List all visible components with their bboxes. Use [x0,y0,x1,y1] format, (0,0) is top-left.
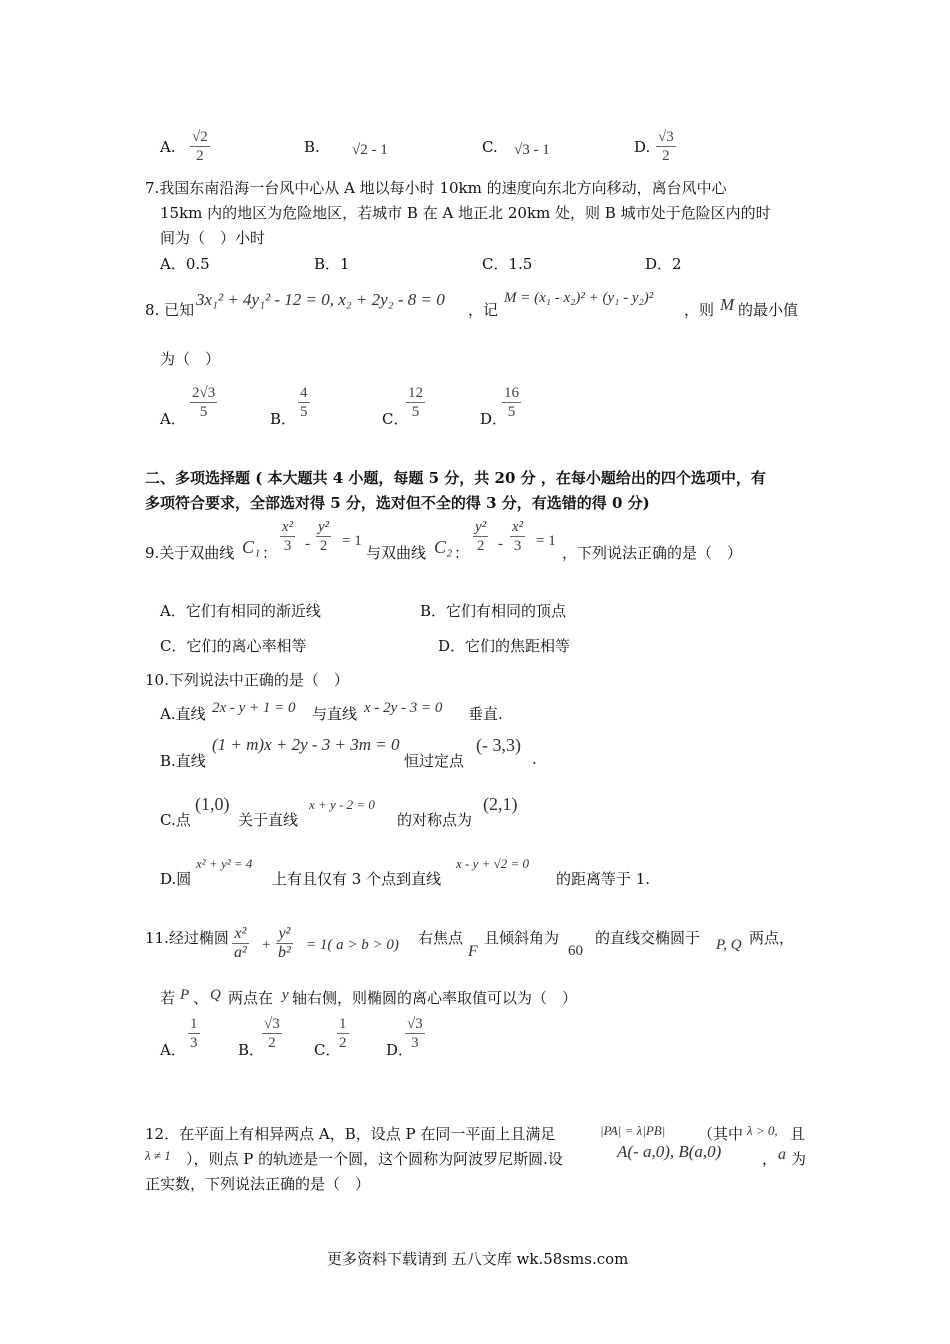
q10-a-equation-2: x - 2y - 3 = 0 [364,700,443,716]
q12-line1: 12．在平面上有相异两点 A，B，设点 P 在同一平面上且满足 [145,1125,556,1143]
q12-line1-end: 且 [790,1125,806,1143]
q6-option-d-label: D. [634,138,651,156]
q9-f2-numerator: y² [318,519,330,535]
q12-points: A(- a,0), B(a,0) [617,1142,722,1161]
q9-option-b: B．它们有相同的顶点 [420,602,567,620]
q10-d-equation: x² + y² = 4 [196,856,253,871]
q11-plus: + [262,937,271,953]
q6-option-a-fraction [190,128,210,165]
q7-stem-line1: 7.我国东南沿海一台风中心从 A 地以每小时 10km 的速度向东北方向移动，离台风中心 [145,179,727,197]
q10-c-prefix: C.点 [160,811,191,829]
q11-b-denominator: 2 [268,1035,276,1051]
q8-equation-1: 3x₁² + 4y₁² - 12 = 0, x₂ + 2y₂ - 8 = 0 [196,290,445,309]
q11-p-symbol: P [180,987,190,1003]
q9-suffix: ，下列说法正确的是（ ） [562,544,743,562]
q12-comma: ， [762,1150,778,1168]
q9-fraction-4 [510,518,525,555]
q8-a-denominator: 5 [199,404,208,420]
q8-a-numerator: 2√3 [192,385,216,401]
q11-suffix: 两点， [749,929,795,947]
q6-option-d-fraction [656,128,676,165]
q8-option-c-fraction [406,384,425,421]
q9-equals-1: = 1 [342,533,362,549]
q9-c1-symbol: C₁ [242,537,261,557]
q10-c-equation: x + y - 2 = 0 [309,797,375,812]
q11-line2-prefix: 若 [160,989,176,1007]
q12-line2-suffix: 为 [791,1150,807,1168]
q10-d-suffix: 的距离等于 1. [556,870,651,888]
q6-option-c-label: C. [482,138,498,156]
q11-f2-denominator: b² [278,944,291,961]
q8-suffix-1: ，则 [684,301,715,319]
q8-b-numerator: 4 [300,385,308,401]
q11-mid-1: 右焦点 [418,929,464,947]
q8-equation-2: M = (x₁ - x₂)² + (y₁ - y₂)² [504,290,654,306]
q11-option-c-label: C． [314,1041,341,1059]
q10-b-suffix: . [532,750,537,768]
q11-f2-numerator: y² [276,925,293,944]
q10-b-prefix: B.直线 [160,752,206,770]
q10-b-point: (- 3,3) [476,735,521,755]
q11-c-denominator: 2 [339,1035,347,1051]
q6-option-a-label: A. [160,138,176,156]
q10-a-equation-1: 2x - y + 1 = 0 [212,700,296,716]
q9-f4-denominator: 3 [513,538,522,554]
q8-mid: ，记 [468,301,499,319]
page-footer: 更多资料下载请到 五八文库 wk.58sms.com [327,1250,629,1268]
q11-line2-mid: 两点在 [228,989,274,1007]
q9-f1-denominator: 3 [283,538,292,554]
q11-f1-denominator: a² [234,944,247,961]
q6-d-numerator: √3 [658,129,674,145]
q11-line2-suffix: 轴右侧，则椭圆的离心率取值可以为（ ） [292,989,578,1007]
q12-a-symbol: a [778,1146,786,1163]
q8-b-denominator: 5 [300,404,308,420]
q10-d-equation-2: x - y + √2 = 0 [456,856,530,871]
q7-option-d: D．2 [645,255,682,273]
q10-b-equation: (1 + m)x + 2y - 3 + 3m = 0 [212,735,400,754]
q11-b-numerator: √3 [264,1016,280,1032]
q9-f2-denominator: 2 [319,538,328,554]
q10-d-mid: 上有且仅有 3 个点到直线 [272,870,442,888]
q11-focus-symbol: F [468,943,478,960]
q12-lambda-ne: λ ≠ 1 [145,1148,171,1163]
q12-condition: |PA| = λ|PB| [600,1123,666,1138]
q6-d-denominator: 2 [662,148,670,164]
q11-option-b-fraction [262,1015,282,1052]
q10-a-prefix: A.直线 [160,705,206,723]
q11-prefix: 11.经过椭圆 [145,929,229,947]
q8-option-d-label: D． [480,410,508,428]
q6-option-c-value: √3 - 1 [514,142,550,158]
q9-colon-1: ： [262,544,278,562]
q6-a-denominator: 2 [196,148,204,164]
q11-d-denominator: 3 [411,1035,419,1051]
q6-option-b-label: B. [304,138,320,156]
q12-line1-suffix: （其中 [698,1125,744,1143]
q8-option-a-fraction [190,384,217,421]
q8-suffix-2: 的最小值 [738,301,799,319]
q10-c-mid: 关于直线 [238,811,299,829]
q12-lambda-condition: λ > 0, [747,1123,778,1138]
q10-c-point-2: (2,1) [483,794,518,814]
q10-d-prefix: D.圆 [160,870,192,888]
q8-option-b-label: B． [270,410,297,428]
q11-fraction-2 [276,925,293,962]
q11-ellipse-condition: = 1( a > b > 0) [306,937,399,953]
q11-pq-symbols: P, Q [716,937,742,953]
q9-f3-numerator: y² [475,519,487,535]
q11-q-symbol: Q [210,987,221,1003]
q7-option-c: C．1.5 [482,255,533,273]
q11-option-a-label: A． [160,1041,186,1059]
q8-option-a-label: A． [160,410,186,428]
q11-f1-numerator: x² [232,925,249,944]
section-2-heading-line1: 二、多项选择题 ( 本大题共 4 小题，每题 5 分，共 20 分 ，在每小题给出的四个选项中，有 [145,469,766,487]
q8-m-symbol: M [720,295,735,314]
q11-d-numerator: √3 [407,1016,423,1032]
q8-d-numerator: 16 [504,385,519,401]
q11-y-symbol: y [282,987,289,1003]
q9-option-d: D．它们的焦距相等 [438,637,571,655]
q6-a-numerator: √2 [192,129,208,145]
q11-a-numerator: 1 [190,1016,198,1032]
q11-option-d-label: D． [386,1041,414,1059]
q9-f3-denominator: 2 [476,538,485,554]
q8-c-denominator: 5 [411,404,420,420]
q8-stem-line2: 为（ ） [160,350,221,368]
q6-option-b-value: √2 - 1 [352,142,388,158]
q11-fraction-1 [232,925,249,962]
q7-option-b: B．1 [314,255,350,273]
q9-option-a: A．它们有相同的渐近线 [160,602,321,620]
q9-fraction-3 [473,518,488,555]
q10-a-mid: 与直线 [312,705,358,723]
q7-stem-line2: 15km 内的地区为危险地区，若城市 B 在 A 地正北 20km 处，则 B 城市处于危险区内的时 [160,204,771,222]
q9-fraction-1 [280,518,295,555]
q9-equals-2: = 1 [536,533,556,549]
q11-c-numerator: 1 [339,1016,347,1032]
q11-a-denominator: 3 [190,1035,198,1051]
q9-f1-numerator: x² [282,519,294,535]
q12-line3: 正实数，下列说法正确的是（ ） [145,1175,371,1193]
q9-mid: 与双曲线 [366,544,427,562]
q10-c-mid-2: 的对称点为 [397,811,473,829]
q10-b-mid: 恒过定点 [404,752,465,770]
q12-line2-mid: ），则点 P 的轨迹是一个圆，这个圆称为阿波罗尼斯圆.设 [186,1150,563,1168]
q9-prefix: 9.关于双曲线 [145,544,235,562]
q11-mid-2: 且倾斜角为 [484,929,560,947]
q8-option-c-label: C． [382,410,409,428]
section-2-heading-line2: 多项符合要求，全部选对得 5 分，选对但不全的得 3 分，有选错的得 0 分) [145,494,650,512]
q11-option-b-label: B． [238,1041,265,1059]
q11-angle: 60 [568,943,583,959]
q9-option-c: C．它们的离心率相等 [160,637,307,655]
q8-d-denominator: 5 [507,404,516,420]
q9-c2-symbol: C₂ [434,537,453,557]
q11-separator: 、 [193,989,209,1007]
q9-fraction-2 [316,518,331,555]
q10-c-point: (1,0) [195,794,230,814]
q11-option-a-fraction [188,1015,200,1052]
q8-prefix: 8. 已知 [145,301,195,319]
q11-option-c-fraction [337,1015,349,1052]
q10-a-suffix: 垂直. [468,705,503,723]
q8-option-d-fraction [502,384,521,421]
q8-c-numerator: 12 [408,385,423,401]
q9-minus-2: - [498,536,503,552]
q9-colon-2: ： [454,544,470,562]
q10-stem: 10.下列说法中正确的是（ ） [145,671,349,689]
q9-f4-numerator: x² [512,519,524,535]
q11-option-d-fraction [405,1015,425,1052]
q7-stem-line3: 间为（ ）小时 [160,229,266,247]
q7-option-a: A．0.5 [160,255,210,273]
q11-mid-3: 的直线交椭圆于 [595,929,701,947]
q8-option-b-fraction [298,384,310,421]
q9-minus-1: - [305,536,310,552]
